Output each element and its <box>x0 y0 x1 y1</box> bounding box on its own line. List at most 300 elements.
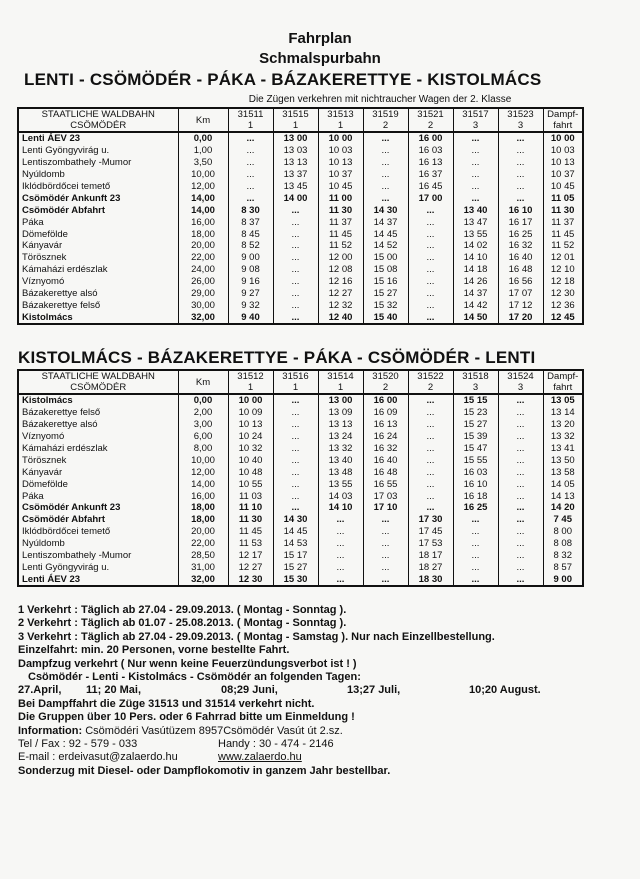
time-cell: 16 25 <box>498 228 543 240</box>
time-cell: 14 00 <box>273 192 318 204</box>
mobile-phone: Handy : 30 - 474 - 2146 <box>218 738 334 751</box>
time-cell: ... <box>453 526 498 538</box>
time-cell: ... <box>498 132 543 145</box>
time-cell: 13 24 <box>318 431 363 443</box>
steam-header: Dampf- fahrt <box>543 370 583 394</box>
time-cell: 9 08 <box>228 264 273 276</box>
time-cell: 9 40 <box>228 311 273 324</box>
station-name: Bázakerettye felső <box>18 299 178 311</box>
steam-time-cell: 13 32 <box>543 431 583 443</box>
email-address[interactable]: E-mail : erdeivasut@zalaerdo.hu <box>18 751 178 764</box>
station-name: Lenti ÁEV 23 <box>18 573 178 586</box>
time-cell: ... <box>273 240 318 252</box>
table-row <box>18 264 583 276</box>
steam-time-cell: 14 13 <box>543 490 583 502</box>
time-cell: 11 30 <box>228 514 273 526</box>
time-cell: ... <box>453 132 498 145</box>
table-row <box>18 157 583 169</box>
time-cell: 10 48 <box>228 466 273 478</box>
time-cell: ... <box>498 526 543 538</box>
train-header: 31517 3 <box>453 108 498 132</box>
time-cell: ... <box>273 419 318 431</box>
steam-time-cell: 11 52 <box>543 240 583 252</box>
station-name: Bázakerettye felső <box>18 407 178 419</box>
station-name: Kámaházi erdészlak <box>18 443 178 455</box>
time-cell: 12 27 <box>228 561 273 573</box>
time-cell: 12 17 <box>228 550 273 562</box>
time-cell: ... <box>318 514 363 526</box>
time-cell: ... <box>228 132 273 145</box>
table-row <box>18 431 583 443</box>
time-cell: ... <box>363 192 408 204</box>
groups-note: Die Gruppen über 10 Pers. oder 6 Fahrrad bitte um Einmeldung ! <box>18 711 355 724</box>
time-cell: ... <box>408 240 453 252</box>
time-cell: 11 30 <box>318 204 363 216</box>
steam-time-cell: 8 00 <box>543 526 583 538</box>
time-cell: ... <box>273 204 318 216</box>
train-header: 31515 1 <box>273 108 318 132</box>
time-cell: 15 27 <box>363 288 408 300</box>
table-row <box>18 192 583 204</box>
table-row <box>18 276 583 288</box>
steam-time-cell: 8 08 <box>543 538 583 550</box>
time-cell: 16 18 <box>453 490 498 502</box>
table-row <box>18 454 583 466</box>
station-header: STAATLICHE WALDBAHN CSÖMÖDÉR <box>18 108 178 132</box>
time-cell: 10 13 <box>318 157 363 169</box>
train-header: 31523 3 <box>498 108 543 132</box>
time-cell: 18 17 <box>408 550 453 562</box>
time-cell: ... <box>273 288 318 300</box>
time-cell: ... <box>273 216 318 228</box>
time-cell: 18 30 <box>408 573 453 586</box>
timetable-return <box>17 369 584 587</box>
time-cell: 14 45 <box>363 228 408 240</box>
time-cell: 14 42 <box>453 299 498 311</box>
time-cell: 16 10 <box>453 478 498 490</box>
time-cell: 17 07 <box>498 288 543 300</box>
steam-time-cell: 12 01 <box>543 252 583 264</box>
time-cell: 16 03 <box>453 466 498 478</box>
time-cell: 16 00 <box>363 394 408 407</box>
time-cell: ... <box>273 394 318 407</box>
time-cell: ... <box>273 443 318 455</box>
table-row <box>18 216 583 228</box>
time-cell: ... <box>498 181 543 193</box>
time-cell: 9 32 <box>228 299 273 311</box>
time-cell: ... <box>228 157 273 169</box>
km-cell: 12,00 <box>178 466 228 478</box>
time-cell: ... <box>408 204 453 216</box>
time-cell: ... <box>273 502 318 514</box>
time-cell: 16 00 <box>408 132 453 145</box>
table-row <box>18 228 583 240</box>
time-cell: ... <box>408 299 453 311</box>
steam-day: 10;20 August. <box>469 684 541 697</box>
station-name: Nyúldomb <box>18 538 178 550</box>
time-cell: 13 00 <box>318 394 363 407</box>
time-cell: 16 17 <box>498 216 543 228</box>
time-cell: 14 53 <box>273 538 318 550</box>
time-cell: 12 27 <box>318 288 363 300</box>
station-name: Lenti ÁEV 23 <box>18 132 178 145</box>
time-cell: ... <box>363 514 408 526</box>
time-cell: ... <box>363 550 408 562</box>
time-cell: ... <box>453 181 498 193</box>
km-cell: 18,00 <box>178 514 228 526</box>
steam-time-cell: 10 03 <box>543 145 583 157</box>
time-cell: 8 45 <box>228 228 273 240</box>
time-cell: 15 17 <box>273 550 318 562</box>
table-row <box>18 573 583 586</box>
time-cell: ... <box>363 573 408 586</box>
table-row <box>18 145 583 157</box>
steam-time-cell: 8 57 <box>543 561 583 573</box>
time-cell: ... <box>363 169 408 181</box>
time-cell: 12 16 <box>318 276 363 288</box>
table-row <box>18 419 583 431</box>
station-name: Kányavár <box>18 466 178 478</box>
time-cell: 16 55 <box>363 478 408 490</box>
steam-time-cell: 13 14 <box>543 407 583 419</box>
time-cell: ... <box>498 145 543 157</box>
time-cell: ... <box>273 431 318 443</box>
time-cell: ... <box>318 538 363 550</box>
station-name: Víznyomó <box>18 276 178 288</box>
station-name: Csömödér Ankunft 23 <box>18 192 178 204</box>
time-cell: 11 10 <box>228 502 273 514</box>
steam-time-cell: 10 37 <box>543 169 583 181</box>
time-cell: ... <box>228 169 273 181</box>
time-cell: 16 03 <box>408 145 453 157</box>
km-cell: 18,00 <box>178 502 228 514</box>
km-cell: 29,00 <box>178 288 228 300</box>
time-cell: 13 32 <box>318 443 363 455</box>
time-cell: ... <box>498 538 543 550</box>
time-cell: 10 24 <box>228 431 273 443</box>
km-cell: 14,00 <box>178 192 228 204</box>
table-row <box>18 132 583 145</box>
time-cell: 17 30 <box>408 514 453 526</box>
station-name: Lentiszombathely -Mumor <box>18 157 178 169</box>
steam-time-cell: 12 10 <box>543 264 583 276</box>
time-cell: ... <box>228 145 273 157</box>
time-cell: 15 00 <box>363 252 408 264</box>
time-cell: 14 37 <box>453 288 498 300</box>
time-cell: ... <box>498 561 543 573</box>
contact-line <box>18 751 628 764</box>
km-cell: 8,00 <box>178 443 228 455</box>
time-cell: 16 48 <box>498 264 543 276</box>
steam-days-title: Csömödér - Lenti - Kistolmács - Csömödér an folgenden Tagen: <box>28 671 361 684</box>
timetable-outbound <box>17 107 584 325</box>
time-cell: ... <box>228 192 273 204</box>
time-cell: ... <box>498 454 543 466</box>
time-cell: 13 37 <box>273 169 318 181</box>
steam-header: Dampf- fahrt <box>543 108 583 132</box>
time-cell: 13 03 <box>273 145 318 157</box>
time-cell: 8 30 <box>228 204 273 216</box>
time-cell: 15 55 <box>453 454 498 466</box>
steam-time-cell: 11 45 <box>543 228 583 240</box>
km-cell: 10,00 <box>178 454 228 466</box>
time-cell: 10 32 <box>228 443 273 455</box>
time-cell: 14 37 <box>363 216 408 228</box>
time-cell: ... <box>498 466 543 478</box>
time-cell: 10 40 <box>228 454 273 466</box>
time-cell: ... <box>453 573 498 586</box>
table-row <box>18 490 583 502</box>
time-cell: 15 15 <box>453 394 498 407</box>
time-cell: ... <box>498 419 543 431</box>
steam-time-cell: 13 41 <box>543 443 583 455</box>
information-label: Information: <box>18 724 83 737</box>
time-cell: ... <box>408 454 453 466</box>
time-cell: ... <box>318 561 363 573</box>
station-header: STAATLICHE WALDBAHN CSÖMÖDÉR <box>18 370 178 394</box>
time-cell: ... <box>273 466 318 478</box>
time-cell: ... <box>273 252 318 264</box>
time-cell: ... <box>453 538 498 550</box>
station-name: Bázakerettye alsó <box>18 419 178 431</box>
train-header: 31511 1 <box>228 108 273 132</box>
table-row <box>18 299 583 311</box>
time-cell: 10 00 <box>318 132 363 145</box>
km-cell: 28,50 <box>178 550 228 562</box>
time-cell: ... <box>363 561 408 573</box>
station-name: Lenti Gyöngyvirág u. <box>18 561 178 573</box>
time-cell: 16 32 <box>363 443 408 455</box>
time-cell: ... <box>318 573 363 586</box>
steam-time-cell: 13 20 <box>543 419 583 431</box>
time-cell: ... <box>408 478 453 490</box>
km-cell: 20,00 <box>178 526 228 538</box>
single-trip-note: Einzelfahrt: min. 20 Personen, vorne bestellte Fahrt. <box>18 644 290 657</box>
special-train-note: Sonderzug mit Diesel- oder Dampflokomotiv in ganzem Jahr bestellbar. <box>18 764 391 777</box>
km-cell: 31,00 <box>178 561 228 573</box>
time-cell: 16 10 <box>498 204 543 216</box>
service-note-3: 3 Verkehrt : Täglich ab 27.04 - 29.09.2013. ( Montag - Samstag ). Nur nach Einzellbestellung. <box>18 630 495 643</box>
time-cell: ... <box>408 443 453 455</box>
time-cell: ... <box>273 264 318 276</box>
time-cell: 15 08 <box>363 264 408 276</box>
time-cell: 9 16 <box>228 276 273 288</box>
time-cell: 11 37 <box>318 216 363 228</box>
time-cell: 17 10 <box>363 502 408 514</box>
km-cell: 12,00 <box>178 181 228 193</box>
time-cell: 9 27 <box>228 288 273 300</box>
website-link[interactable]: www.zalaerdo.hu <box>218 751 302 764</box>
time-cell: 14 30 <box>363 204 408 216</box>
train-header: 31522 2 <box>408 370 453 394</box>
station-name: Kistolmács <box>18 311 178 324</box>
page-subtitle: Schmalspurbahn <box>259 50 381 67</box>
time-cell: 14 45 <box>273 526 318 538</box>
time-cell: ... <box>498 192 543 204</box>
table-row <box>18 204 583 216</box>
time-cell: ... <box>273 299 318 311</box>
station-name: Iklódbördőcei temető <box>18 181 178 193</box>
station-name: Kámaházi erdészlak <box>18 264 178 276</box>
time-cell: 16 13 <box>408 157 453 169</box>
time-cell: ... <box>453 157 498 169</box>
km-cell: 2,00 <box>178 407 228 419</box>
time-cell: ... <box>363 526 408 538</box>
time-cell: 13 00 <box>273 132 318 145</box>
station-name: Csömödér Ankunft 23 <box>18 502 178 514</box>
time-cell: ... <box>498 394 543 407</box>
table-row <box>18 466 583 478</box>
time-cell: 15 47 <box>453 443 498 455</box>
steam-time-cell: 9 00 <box>543 573 583 586</box>
time-cell: ... <box>408 419 453 431</box>
table-row <box>18 478 583 490</box>
time-cell: 13 48 <box>318 466 363 478</box>
time-cell: ... <box>498 407 543 419</box>
time-cell: 15 16 <box>363 276 408 288</box>
time-cell: 16 40 <box>498 252 543 264</box>
steam-time-cell: 7 45 <box>543 514 583 526</box>
time-cell: ... <box>453 561 498 573</box>
time-cell: ... <box>498 490 543 502</box>
time-cell: 15 30 <box>273 573 318 586</box>
time-cell: ... <box>408 502 453 514</box>
km-header: Km <box>178 108 228 132</box>
time-cell: ... <box>273 228 318 240</box>
table-row <box>18 394 583 407</box>
time-cell: ... <box>408 276 453 288</box>
train-header: 31518 3 <box>453 370 498 394</box>
km-cell: 0,00 <box>178 394 228 407</box>
time-cell: 12 32 <box>318 299 363 311</box>
km-cell: 20,00 <box>178 240 228 252</box>
table-row <box>18 550 583 562</box>
station-name: Kistolmács <box>18 394 178 407</box>
steam-time-cell: 10 13 <box>543 157 583 169</box>
station-name: Törösznek <box>18 252 178 264</box>
time-cell: ... <box>363 181 408 193</box>
time-cell: 16 48 <box>363 466 408 478</box>
train-header: 31521 2 <box>408 108 453 132</box>
time-cell: 10 45 <box>318 181 363 193</box>
non-smoking-note: Die Zügen verkehren mit nichtraucher Wagen der 2. Klasse <box>248 94 512 105</box>
time-cell: 16 32 <box>498 240 543 252</box>
time-cell: ... <box>363 157 408 169</box>
time-cell: ... <box>273 311 318 324</box>
station-name: Iklódbördőcei temető <box>18 526 178 538</box>
time-cell: 14 30 <box>273 514 318 526</box>
time-cell: 16 24 <box>363 431 408 443</box>
steam-time-cell: 11 05 <box>543 192 583 204</box>
time-cell: 11 00 <box>318 192 363 204</box>
km-cell: 16,00 <box>178 490 228 502</box>
time-cell: ... <box>498 550 543 562</box>
km-cell: 6,00 <box>178 431 228 443</box>
time-cell: 17 53 <box>408 538 453 550</box>
table-row <box>18 288 583 300</box>
table-row <box>18 240 583 252</box>
time-cell: 11 45 <box>228 526 273 538</box>
time-cell: ... <box>408 264 453 276</box>
time-cell: ... <box>498 573 543 586</box>
km-cell: 24,00 <box>178 264 228 276</box>
time-cell: ... <box>273 478 318 490</box>
km-cell: 1,00 <box>178 145 228 157</box>
time-cell: ... <box>273 454 318 466</box>
train-header: 31512 1 <box>228 370 273 394</box>
service-note-1: 1 Verkehrt : Täglich ab 27.04 - 29.09.2013. ( Montag - Sonntag ). <box>18 604 347 616</box>
train-header: 31513 1 <box>318 108 363 132</box>
steam-time-cell: 13 05 <box>543 394 583 407</box>
km-header: Km <box>178 370 228 394</box>
time-cell: ... <box>408 394 453 407</box>
km-cell: 16,00 <box>178 216 228 228</box>
time-cell: ... <box>363 538 408 550</box>
steam-day: 27.April, <box>18 684 62 697</box>
time-cell: 10 00 <box>228 394 273 407</box>
table-row <box>18 181 583 193</box>
time-cell: 16 09 <box>363 407 408 419</box>
train-header: 31514 1 <box>318 370 363 394</box>
header-row <box>18 370 583 394</box>
time-cell: 10 09 <box>228 407 273 419</box>
km-cell: 10,00 <box>178 169 228 181</box>
steam-days <box>18 684 628 697</box>
time-cell: ... <box>408 288 453 300</box>
time-cell: ... <box>498 431 543 443</box>
time-cell: 15 27 <box>453 419 498 431</box>
km-cell: 32,00 <box>178 311 228 324</box>
time-cell: 8 37 <box>228 216 273 228</box>
time-cell: 10 13 <box>228 419 273 431</box>
steam-train-note: Dampfzug verkehrt ( Nur wenn keine Feuerzündungsverbot ist ! ) <box>18 657 357 670</box>
time-cell: ... <box>498 478 543 490</box>
steam-time-cell: 8 32 <box>543 550 583 562</box>
km-cell: 14,00 <box>178 478 228 490</box>
station-name: Dömefölde <box>18 478 178 490</box>
service-note-2: 2 Verkehrt : Täglich ab 01.07 - 25.08.2013. ( Montag - Sonntag ). <box>18 617 347 630</box>
time-cell: ... <box>318 550 363 562</box>
time-cell: 13 40 <box>318 454 363 466</box>
time-cell: 10 37 <box>318 169 363 181</box>
time-cell: ... <box>408 466 453 478</box>
table-row <box>18 169 583 181</box>
steam-time-cell: 12 36 <box>543 299 583 311</box>
time-cell: 17 12 <box>498 299 543 311</box>
time-cell: 16 25 <box>453 502 498 514</box>
time-cell: 17 00 <box>408 192 453 204</box>
steam-time-cell: 11 30 <box>543 204 583 216</box>
km-cell: 0,00 <box>178 132 228 145</box>
table-row <box>18 502 583 514</box>
time-cell: 14 10 <box>318 502 363 514</box>
time-cell: ... <box>273 407 318 419</box>
time-cell: 16 45 <box>408 181 453 193</box>
train-header: 31519 2 <box>363 108 408 132</box>
station-name: Lenti Gyöngyvirág u. <box>18 145 178 157</box>
km-cell: 26,00 <box>178 276 228 288</box>
time-cell: ... <box>228 181 273 193</box>
information-line <box>18 725 628 738</box>
time-cell: ... <box>408 216 453 228</box>
station-name: Bázakerettye alsó <box>18 288 178 300</box>
time-cell: 8 52 <box>228 240 273 252</box>
time-cell: ... <box>498 443 543 455</box>
km-cell: 22,00 <box>178 538 228 550</box>
time-cell: 13 55 <box>318 478 363 490</box>
time-cell: ... <box>498 157 543 169</box>
steam-time-cell: 14 20 <box>543 502 583 514</box>
